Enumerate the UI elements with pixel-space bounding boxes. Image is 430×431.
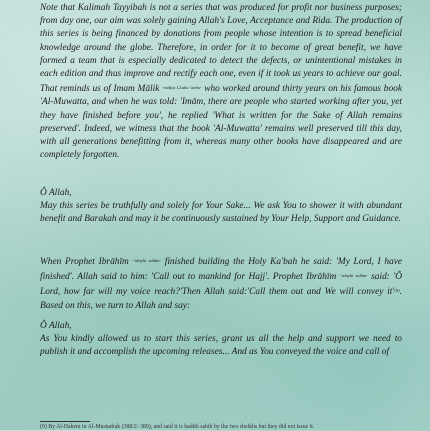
invocation-line-2: Ô Allah,	[40, 321, 72, 331]
footnote-ref: (9)	[394, 288, 400, 294]
paragraph-supplication: May this series be truthfully and solely for Your Sake... We ask You to shower it with abundant benefit and Barakah and may it be continuously sustained by Your Help, Support and Guidance.	[40, 201, 402, 225]
ibrahim-text-c: said: 'Ô Lord, how far will my voice reach?'Then Allah said:'Call them out and We will convey it'	[40, 272, 403, 298]
paragraph-intro	[40, 2, 402, 162]
ibrahim-text-b: finished building the Holy Ka'bah he said: 'My Lord, I have finished'. Allah said to him: 'Call out to mankind for Hajj'. Prophet Ibrāhīm	[40, 257, 403, 283]
paragraph-request: As You kindly allowed us to start this series, grant us all the help and support we need to publish it and accomplish the upcoming releases... And as You conveyed the voice and call of	[40, 334, 402, 358]
intro-text-b: who worked around thirty years on his famous book 'Al-Muwatta, and when he was told: 'Imām, there are people who started working after you, yet they have finished before you', he replied 'What is written for the Sake of Allah remains preserved'. Indeed, we witness that the book 'Al-Muwatta' remains well preserved till this day, with all generations benefitting from it, whereas many other books have disappeared and are completely forgotten.	[40, 84, 402, 161]
ibrahim-text-a: When Prophet Ibrāhīm	[40, 257, 129, 267]
honorific-ibrahim-1: -'alayhi salām-	[132, 258, 161, 263]
honorific-imam-malik: -radiya LLahu 'anhu-	[162, 85, 202, 91]
footnote: (9) By Al-Hakem in Al-Mustadrak (388/2- 389), and said it is hadith sahih by the two sheikhs but they did not issue it.	[40, 424, 315, 430]
invocation-line-1: Ô Allah,	[40, 188, 72, 198]
footnote-divider	[40, 421, 90, 422]
ibrahim-text-d: . Based on this, we turn to Allah and say:	[40, 287, 402, 311]
honorific-ibrahim-2: -'alayhi salām-	[339, 273, 368, 279]
paragraph-ibrahim	[40, 254, 402, 313]
intro-text-a: Note that Kalimah Tayyibah is not a series that was produced for profit nor business purposes; from day one, our aim was solely gaining Allah's Love, Acceptance and Rida. The production of this series is being financed by donations from people whose intention is to spread beneficial knowledge around the globe. Therefore, in order for it to become of great benefit, we have formed a team that is especially dedicated to detect the defects, or unintentional mistakes in each edition and thus improve and rectify each one, even if it took us years to achieve our goal. That reminds us of Imam Mālik	[40, 3, 402, 95]
